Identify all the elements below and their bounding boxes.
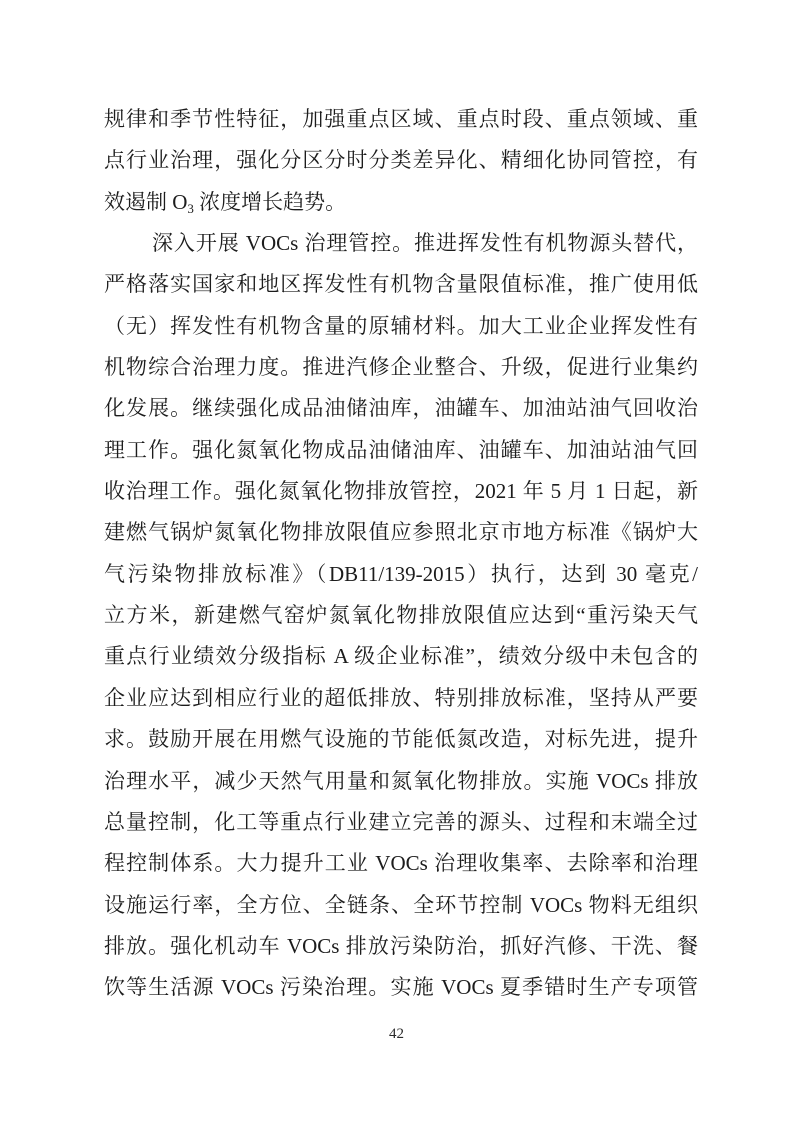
- text-line: 程控制体系。大力提升工业 VOCs 治理收集率、去除率和治理: [104, 851, 698, 876]
- text-line: 总量控制，化工等重点行业建立完善的源头、过程和末端全过: [104, 809, 698, 834]
- text-line: 重点行业绩效分级指标 A 级企业标准”，绩效分级中未包含的: [104, 644, 698, 669]
- text-line: 机物综合治理力度。推进汽修企业整合、升级，促进行业集约: [104, 355, 698, 380]
- text-segment: 效遏制 O: [104, 189, 188, 214]
- ozone-subscript: 3: [187, 200, 194, 216]
- text-line: 排放。强化机动车 VOCs 排放污染防治，抓好汽修、干洗、餐: [104, 933, 698, 958]
- text-line: 收治理工作。强化氮氧化物排放管控，2021 年 5 月 1 日起，新: [104, 479, 698, 504]
- text-line: 气污染物排放标准》（DB11/139-2015）执行，达到 30 毫克/: [104, 561, 698, 586]
- page-number: 42: [389, 1026, 404, 1042]
- text-segment: 浓度增长趋势。: [193, 189, 347, 214]
- text-line: 深入开展 VOCs 治理管控。推进挥发性有机物源头替代，: [152, 231, 698, 256]
- document-text-block: [104, 99, 698, 1009]
- text-line: 化发展。继续强化成品油储油库，油罐车、加油站油气回收治: [104, 396, 698, 421]
- text-line: 规律和季节性特征，加强重点区域、重点时段、重点领域、重: [104, 107, 698, 131]
- text-line: 理工作。强化氮氧化物成品油储油库、油罐车、加油站油气回: [104, 437, 698, 462]
- text-line: 严格落实国家和地区挥发性有机物含量限值标准，推广使用低: [104, 272, 698, 297]
- text-line: 企业应达到相应行业的超低排放、特别排放标准，坚持从严要: [104, 685, 698, 710]
- text-line: 求。鼓励开展在用燃气设施的节能低氮改造，对标先进，提升: [104, 727, 698, 752]
- text-line: 立方米，新建燃气窑炉氮氧化物排放限值应达到“重污染天气: [104, 603, 698, 628]
- text-line: [104, 182, 698, 223]
- text-line: 点行业治理，强化分区分时分类差异化、精细化协同管控，有: [104, 148, 698, 173]
- text-line: 治理水平，减少天然气用量和氮氧化物排放。实施 VOCs 排放: [104, 768, 698, 793]
- text-line: （无）挥发性有机物含量的原辅材料。加大工业企业挥发性有: [104, 313, 698, 338]
- text-line: 饮等生活源 VOCs 污染治理。实施 VOCs 夏季错时生产专项管: [104, 975, 698, 1000]
- text-line: 设施运行率，全方位、全链条、全环节控制 VOCs 物料无组织: [104, 892, 698, 917]
- text-line: 建燃气锅炉氮氧化物排放限值应参照北京市地方标准《锅炉大: [104, 520, 698, 545]
